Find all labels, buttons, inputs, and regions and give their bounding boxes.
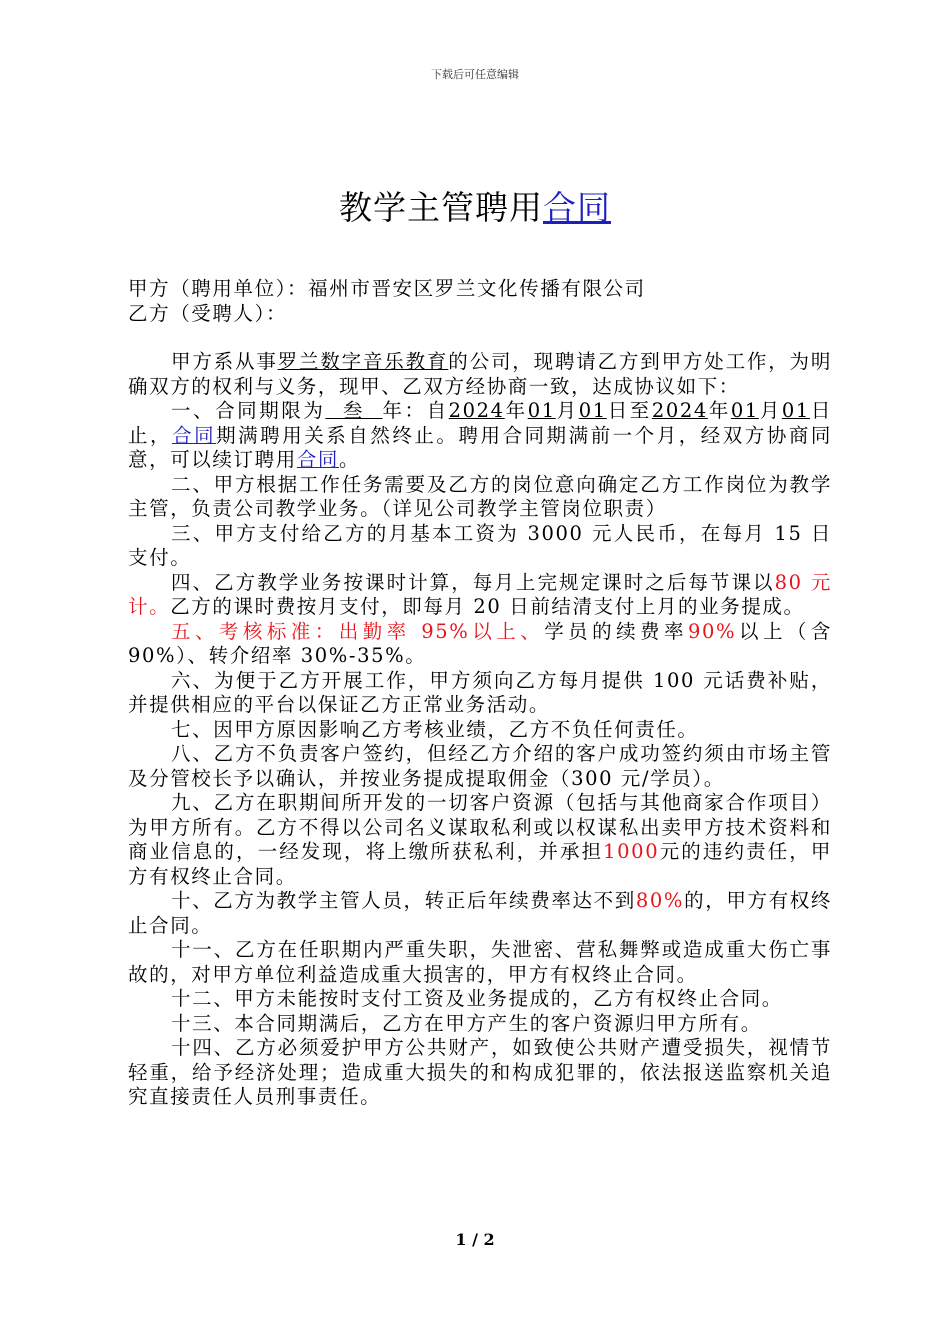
page-header: 下载后可任意编辑: [431, 68, 519, 81]
penalty-amount: 1000: [603, 840, 660, 863]
contract-body: [128, 277, 832, 1110]
clause-10: 十、乙方为教学主管人员，转正后年续费率达不到80%的，甲方有权终止合同。: [128, 889, 833, 937]
clause-2: 二、甲方根据工作任务需要及乙方的岗位意向确定乙方工作岗位为教学主管，负责公司教学业务。（详见公司教学主管岗位职责）: [128, 472, 832, 520]
intro-paragraph: 甲方系从事罗兰数字音乐教育的公司，现聘请乙方到甲方处工作，为明确双方的权利与义务，现甲、乙双方经协商一致，达成协议如下：: [128, 350, 832, 398]
renewal-threshold: 80%: [635, 889, 685, 912]
clause-9: 九、乙方在职期间所开发的一切客户资源（包括与其他商家合作项目）为甲方所有。乙方不得以公司名义谋取私利或以权谋私出卖甲方技术资料和商业信息的，一经发现，将上缴所获私利，并承担1000元的违约责任，甲方有权终止合同。: [128, 791, 832, 888]
contract-term: 叁: [342, 399, 365, 422]
clause-8: 八、乙方不负责客户签约，但经乙方介绍的客户成功签约须由市场主管及分管校长予以确认，并按业务提成提取佣金（300 元/学员）。: [128, 742, 832, 790]
clause-11: 十一、乙方在任职期内严重失职，失泄密、营私舞弊或造成重大伤亡事故的，对甲方单位利益造成重大损害的，甲方有权终止合同。: [128, 938, 832, 986]
contract-link-2[interactable]: 合同: [296, 448, 340, 471]
clause-13: 十三、本合同期满后，乙方在甲方产生的客户资源归甲方所有。: [171, 1011, 762, 1035]
end-month: 01: [730, 399, 759, 422]
lesson-fee: 80 元计。: [128, 570, 832, 618]
end-day: 01: [781, 399, 810, 422]
clause-14: 十四、乙方必须爱护甲方公共财产，如致使公共财产遭受损失，视情节轻重，给予经济处理；造成重大损失的和构成犯罪的，依法报送监察机关追究直接责任人员刑事责任。: [128, 1036, 832, 1108]
start-month: 01: [527, 399, 556, 422]
party-a-line: 甲方（聘用单位）：福州市晋安区罗兰文化传播有限公司: [128, 277, 646, 300]
start-year: 2024: [448, 399, 505, 422]
party-b-line: 乙方（受聘人）：: [128, 301, 288, 325]
title-text: 教学主管聘用: [339, 188, 543, 227]
clause-7: 七、因甲方原因影响乙方考核业绩，乙方不负任何责任。: [171, 717, 699, 741]
title-contract-link[interactable]: 合同: [543, 188, 611, 227]
end-year: 2024: [651, 399, 708, 422]
clause-3: 三、甲方支付给乙方的月基本工资为 3000 元人民币，在每月 15 日支付。: [128, 521, 832, 569]
clause-6: 六、为便于乙方开展工作，甲方须向乙方每月提供 100 元话费补贴，并提供相应的平台以保证乙方正常业务活动。: [128, 668, 832, 716]
page-number: 1 / 2: [455, 1230, 495, 1249]
assessment-standard: 五、考核标准：出勤率 95%以上、: [171, 619, 545, 643]
contract-link[interactable]: 合同: [172, 423, 217, 447]
clause-1: 一、合同期限为 叁 年：自2024年01月01日至2024年01月01日止，合同期满聘用关系自然终止。聘用合同期满前一个月，经双方协商同意，可以续订聘用合同。: [128, 399, 832, 471]
document-title: [0, 182, 950, 229]
clause-4: 四、乙方教学业务按课时计算，每月上完规定课时之后每节课以80 元计。乙方的课时费按月支付，即每月 20 日前结清支付上月的业务提成。: [128, 570, 832, 618]
business-scope: 罗兰数字音乐教育: [277, 350, 449, 373]
start-day: 01: [578, 399, 607, 422]
clause-12: 十二、甲方未能按时支付工资及业务提成的，乙方有权终止合同。: [171, 987, 783, 1010]
renewal-rate: 90%: [687, 619, 737, 643]
clause-5: 五、考核标准：出勤率 95%以上、学员的续费率90%以上（含 90%）、转介绍率 30%-35%。: [128, 619, 832, 667]
